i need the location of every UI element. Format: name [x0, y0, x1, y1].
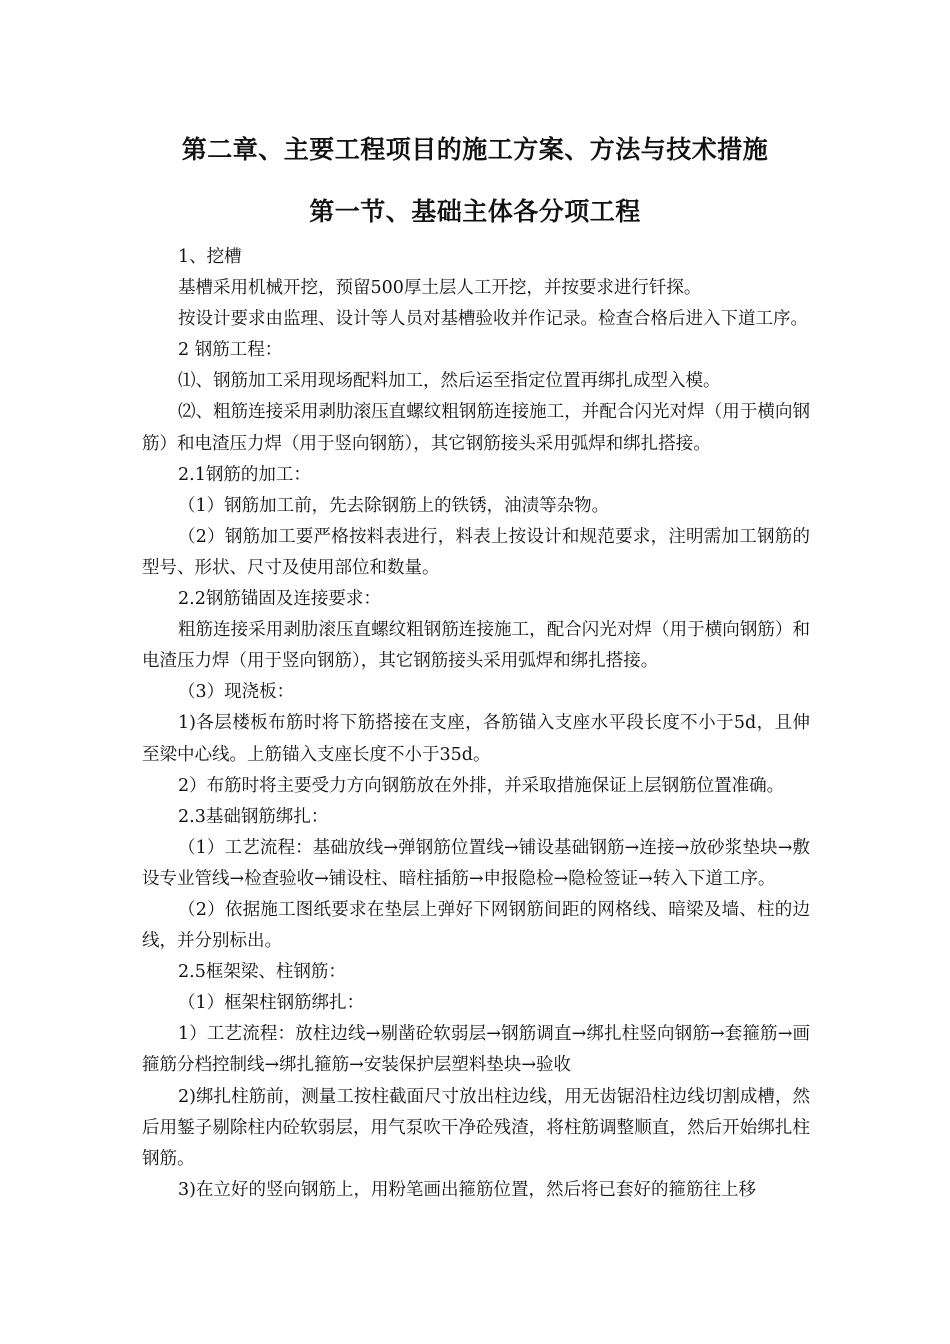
body-text — [142, 242, 810, 1206]
paragraph: 2.5框架梁、柱钢筋： — [178, 962, 346, 983]
paragraph: 2.1钢筋的加工： — [178, 464, 311, 485]
paragraph: 按设计要求由监理、设计等人员对基槽验收并作记录。检查合格后进入下道工序。 — [178, 309, 808, 330]
paragraph: 1)各层楼板布筋时将下筋搭接在支座，各筋锚入支座水平段长度不小于5d，且伸至梁中心线。上筋锚入支座长度不小于35d。 — [142, 713, 810, 765]
paragraph: 1）工艺流程：放柱边线→剔凿砼软弱层→钢筋调直→绑扎柱竖向钢筋→套箍筋→画箍筋分档控制线→绑扎箍筋→安装保护层塑料垫块→验收 — [142, 1024, 810, 1076]
paragraph: （1）框架柱钢筋绑扎： — [178, 993, 365, 1014]
paragraph: 2.3基础钢筋绑扎： — [178, 806, 329, 827]
paragraph: 3)在立好的竖向钢筋上，用粉笔画出箍筋位置，然后将已套好的箍筋往上移 — [178, 1179, 756, 1200]
paragraph: 2 钢筋工程： — [178, 340, 283, 361]
paragraph: 2.2钢筋锚固及连接要求： — [178, 589, 381, 610]
paragraph: 2)绑扎柱筋前，测量工按柱截面尺寸放出柱边线，用无齿锯沿柱边线切割成槽，然后用錾子剔除柱内砼软弱层，用气泵吹干净砼残渣，将柱筋调整顺直，然后开始绑扎柱钢筋。 — [142, 1086, 810, 1169]
paragraph: （2）钢筋加工要严格按料表进行，料表上按设计和规范要求，注明需加工钢筋的型号、形状、尺寸及使用部位和数量。 — [142, 526, 810, 578]
paragraph: 基槽采用机械开挖，预留500厚土层人工开挖，并按要求进行钎探。 — [178, 278, 702, 299]
paragraph: 粗筋连接采用剥肋滚压直螺纹粗钢筋连接施工，配合闪光对焊（用于横向钢筋）和电渣压力焊（用于竖向钢筋），其它钢筋接头采用弧焊和绑扎搭接。 — [142, 620, 810, 672]
paragraph: （2）依据施工图纸要求在垫层上弹好下网钢筋间距的网格线、暗梁及墙、柱的边线，并分别标出。 — [142, 899, 810, 952]
section-title: 第一节、基础主体各分项工程 — [309, 197, 641, 226]
paragraph: ⑵、粗筋连接采用剥肋滚压直螺纹粗钢筋连接施工，并配合闪光对焊（用于横向钢筋）和电渣压力焊（用于竖向钢筋），其它钢筋接头采用弧焊和绑扎搭接。 — [142, 402, 810, 454]
paragraph: ⑴、钢筋加工采用现场配料加工，然后运至指定位置再绑扎成型入模。 — [178, 371, 721, 392]
paragraph: （3）现浇板： — [178, 682, 295, 703]
chapter-title: 第二章、主要工程项目的施工方案、方法与技术措施 — [181, 135, 769, 164]
paragraph: 1、挖槽 — [178, 247, 242, 267]
paragraph: 2）布筋时将主要受力方向钢筋放在外排，并采取措施保证上层钢筋位置准确。 — [178, 775, 785, 796]
paragraph: （1）工艺流程：基础放线→弹钢筋位置线→铺设基础钢筋→连接→放砂浆垫块→敷设专业管线→检查验收→铺设柱、暗柱插筋→申报隐检→隐检签证→转入下道工序。 — [142, 837, 810, 889]
paragraph: （1）钢筋加工前，先去除钢筋上的铁锈，油渍等杂物。 — [178, 495, 610, 516]
